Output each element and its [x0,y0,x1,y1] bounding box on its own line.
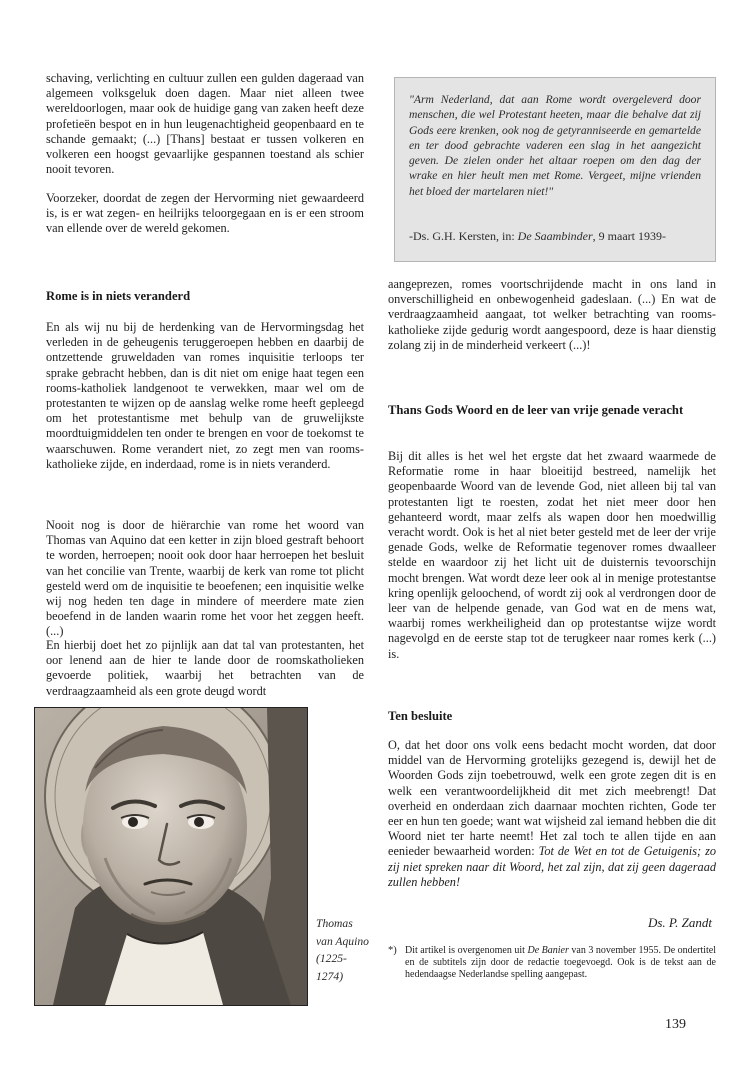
besluit-text: O, dat het door ons volk eens bedacht mocht worden, dat door middel van de Hervorming grotelijks gezegend is, dewijl het de Woorden Gods zijn toebetrouwd, welk een grote zegen dit is en welk een verantwoordelijkheid dit met zich meebrengt! Dat overheid en onderdaan zich daarnaar mochten richten, Gode ter eer en hun ten goede; want wat wijsheid zal iemand hebben die dit Woord niet ter harte neemt! Het zal toch te allen tijde en aan eenieder bewaarheid worden: [388,738,716,859]
footnote-text-end: van 3 november 1955. De ondertitel en de subtitels zijn door de redactie toegevoegd. Ook is de tekst aan de hedendaagse Nederlandse spelling aangepast. [405,945,716,980]
besluit-scripture-quote: Tot de Wet en tot de Getuigenis; zo zij niet spreken naar dit Woord, het zal zijn, dat zij geen dageraad zullen hebben! [388,844,717,889]
portrait-drawing [35,708,307,1005]
attribution-date: , 9 maart 1939- [592,229,666,243]
heading-gods-word: Thans Gods Woord en de leer van vrije genade veracht [388,403,684,417]
quote-attribution [409,229,705,244]
footnote-mark: *) [388,945,397,956]
attribution-prefix: -Ds. G.H. Kersten, in: [409,229,518,243]
footnote-text [405,945,716,980]
continuation-paragraph: aangeprezen, romes voortschrijdende macht in ons land in onverschilligheid en onbewogenheid gadeslaan. (...) En wat de verdraagzaamheid aangaat, tot welker betrachting van rooms-katholieke zijde gedurig wordt aangespoord, deze is haar dienstig zolang zij in de minderheid verkeert (...)! [388,277,716,352]
portrait-caption: Thomas van Aquino (1225-1274) [316,917,369,983]
rome-paragraph-3: En hierbij doet het zo pijnlijk aan dat tal van protestanten, het oor lenend aan de hier te lande door de roomskatholieken gevoerde politiek, waarbij het betrachten van de verdraagzaamheid als een grote deugd wordt [46,638,364,698]
intro-paragraph-2: Voorzeker, doordat de zegen der Hervorming niet gewaardeerd is, is er wat zegen- en heilrijks teloorgegaan en is er een stroom van ellende over de wereld gekomen. [46,191,364,236]
rome-paragraph-2: Nooit nog is door de hiërarchie van rome het woord van Thomas van Aquino dat een ketter in zijn bloed gestraft behoort te worden, herroepen; nooit ook door haar herroepen het besluit van het concilie van Trente, waarbij de kerk van rome tot plicht gesteld werd om de inquisitie te beoefenen; een inquisitie welke wij nog heden ten dage in mindere of meerdere mate zien beoefend in de landen waarin rome het voor het zeggen heeft. (...) [46,518,364,639]
footnote-source: De Banier [527,945,569,956]
footnote-text-start: Dit artikel is overgenomen uit [405,945,528,956]
portrait-thomas-aquinas [34,707,308,1006]
rome-paragraph-1: En als wij nu bij de herdenking van de Hervormingsdag het verleden in de geheugenis teruggeroepen hebben en daarbij de ontzettende gruweldaden van romes inquisitie terloops ter sprake gebracht hebben, dan is dit niet om enige haat tegen een rooms-katholiek landgenoot te verwekken, maar wel om de protestanten te wijzen op de aanslag welke rome heeft gepleegd om het protestantisme met behulp van de gruwelijkste moordtuigmiddelen ten onder te brengen en voor de toekomst te waarschuwen. Rome verandert niet, zo zegt men van rooms-katholieke zijde, en inderdaad, rome is in niets veranderd. [46,320,364,471]
quote-box [394,77,716,262]
author-signature: Ds. P. Zandt [647,915,712,930]
page-number: 139 [665,1017,686,1032]
heading-rome-unchanged: Rome is in niets veranderd [46,289,191,303]
heading-ten-besluite: Ten besluite [388,709,453,723]
quote-text: "Arm Nederland, dat aan Rome wordt overgeleverd door menschen, die wel Protestant heeten, maar die behalve dat zij Gods eere krenken, ook nog de getyranniseerde en gemartelde en ter dood gebrachte vaderen een slag in het aangezicht geven. De zielen onder het altaar roepen om den dag der wrake en hier heult men met Rome. Vergeet, mijne vrienden het bloed der martelaren niet!" [409,93,701,198]
attribution-source: De Saambinder [517,229,593,243]
gods-word-paragraph: Bij dit alles is het wel het ergste dat het zwaard waarmede de Reformatie rome in haar bloeitijd bestreed, namelijk het geopenbaarde Woord van de levende God, niet alleen bij tal van protestanten ligt te roesten, zodat het niet meer door hen gehanteerd wordt, maar zelfs als wapen door hen moedwillig veracht wordt. Ook is het al niet beter gesteld met de leer der vrije genade Gods, welke de Reformatie tegenover romes dwaalleer stelde en waardoor zij het licht uit de duisternis tevoorschijn mocht brengen. Wat wordt deze leer ook al in menige protestantse kring openlijk geloochend, of wordt zij ook al verdrongen door de leer van de helpende genade, van God wat en de mens wat, waarbij romes werkheiligheid dan op protestantse wijze wordt nagevolgd en de eerste stap tot de terugkeer naar romes kerk (...) is. [388,449,716,661]
intro-paragraph-1: schaving, verlichting en cultuur zullen een gulden dageraad van algemeen volksgeluk doen dagen. Maar niet alleen twee wereldoorlogen, maar ook de huidige gang van zaken heeft deze profetieën bespot en in hun leugenachtigheid geopenbaard en te schande gemaakt; (...) [Thans] bestaat er tussen volkeren en volkeren een hoogst gevaarlijke gespannen toestand als schier nooit tevoren. [46,71,364,177]
besluit-paragraph [388,738,716,890]
